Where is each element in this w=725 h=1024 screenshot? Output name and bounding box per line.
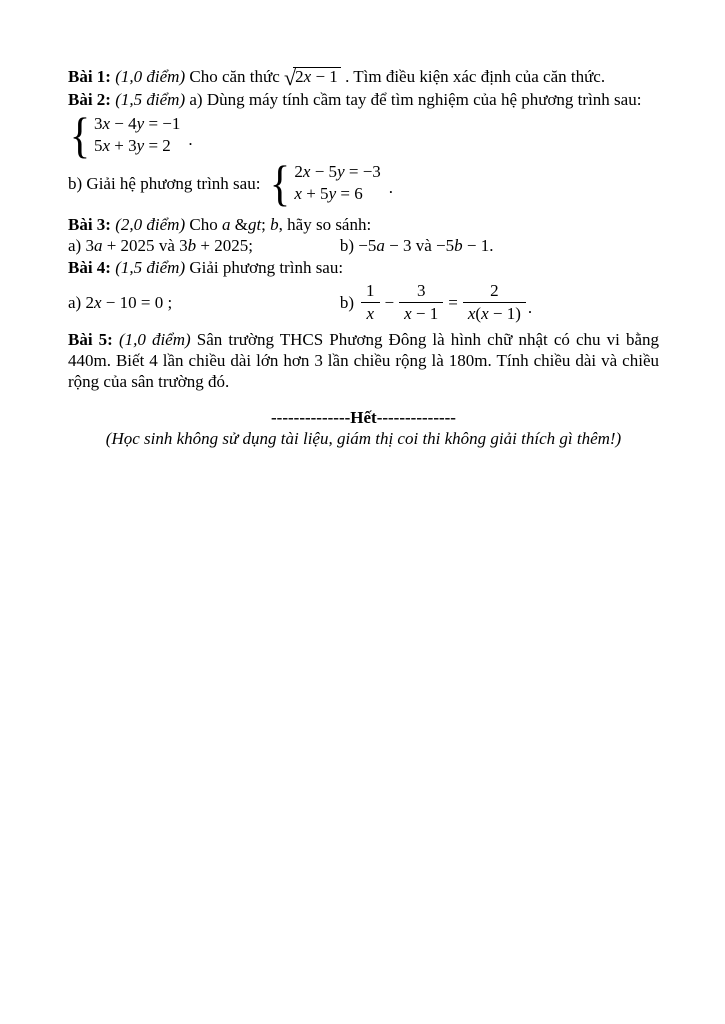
equation-line: 5x + 3y = 2: [94, 136, 171, 156]
equals-operator: =: [448, 293, 458, 313]
math-expression: 2x − 10 = 0 ;: [85, 293, 173, 313]
equation-line: 3x − 4y = −1: [94, 114, 181, 134]
problem-2b-intro: b) Giải hệ phương trình sau:: [68, 173, 261, 193]
item-label: b): [339, 293, 355, 313]
problem-2-points: (1,5 điểm): [115, 90, 186, 110]
fraction-denominator: x − 1: [404, 304, 439, 324]
problem-2-label: Bài 2:: [68, 90, 111, 110]
fraction-numerator: 2: [463, 281, 526, 303]
problem-3-tail: , hãy so sánh:: [278, 215, 372, 235]
fraction-numerator: 3: [399, 281, 443, 303]
system-b-period: .: [388, 177, 394, 197]
problem-3-intro: [68, 214, 659, 235]
equation-period: .: [527, 298, 533, 318]
system-a-period: .: [188, 129, 193, 149]
end-divider: --------------Hết--------------: [271, 408, 456, 428]
problem-4-label: Bài 4:: [68, 258, 111, 278]
problem-2b: [68, 155, 659, 212]
system-b-equations: [294, 161, 380, 205]
system-a-equations: [94, 113, 180, 157]
fraction-numerator: 1: [361, 281, 380, 303]
problem-3b: [340, 235, 659, 256]
problem-4b: [340, 281, 659, 324]
problem-3-points: (2,0 điểm): [115, 215, 186, 235]
equation-line: x + 5y = 6: [294, 184, 363, 204]
item-label: b): [339, 236, 355, 256]
conjunction: và: [158, 236, 175, 256]
math-expression: 3b + 2025;: [179, 236, 253, 256]
fraction: [463, 281, 526, 324]
fraction: [361, 281, 380, 324]
left-brace-icon: {: [69, 107, 91, 164]
item-label: a): [68, 293, 82, 313]
conjunction: và: [415, 236, 432, 256]
problem-4-points: (1,5 điểm): [115, 258, 186, 278]
problem-1-lead: Cho căn thức: [189, 67, 280, 86]
problem-5-points: (1,0 điểm): [118, 330, 191, 350]
problem-5-label: Bài 5:: [68, 330, 113, 350]
problem-3-items: [68, 235, 659, 256]
sqrt-radicand: 2x − 1: [293, 67, 341, 87]
math-expression: −5b − 1.: [436, 236, 494, 256]
left-brace-icon: {: [270, 155, 291, 212]
problem-1-tail: . Tìm điều kiện xác định của căn thức.: [345, 67, 606, 86]
problem-4-items: [68, 281, 659, 324]
item-label: a): [68, 236, 82, 256]
problem-3-lead: Cho: [189, 215, 218, 235]
math-expression: −5a − 3: [358, 236, 412, 256]
problem-1-points: (1,0 điểm): [115, 67, 186, 86]
problem-3a: [68, 235, 340, 256]
exam-note: (Học sinh không sử dụng tài liệu, giám thị coi thi không giải thích gì thêm!): [105, 429, 622, 449]
problem-3-condition: a &gt; b: [221, 215, 279, 235]
fraction: [399, 281, 443, 324]
math-expression: 3a + 2025: [85, 236, 155, 256]
problem-4-lead: Giải phương trình sau:: [189, 258, 344, 278]
problem-3-label: Bài 3:: [68, 215, 111, 235]
system-a: [68, 107, 659, 164]
equation-line: 2x − 5y = −3: [294, 162, 381, 182]
problem-5: [68, 329, 659, 392]
problem-4-intro: [68, 257, 659, 278]
fraction-denominator: x: [366, 304, 375, 324]
radical-sign: √: [284, 65, 297, 90]
problem-5-text: Sân trường THCS Phương Đông là hình chữ nhật có chu vi bằng 440m. Biết 4 lần chiều dài lớn hơn 3 lần chiều rộng là 180m. Tính chiều dài và chiều rộng của sân trường đó.: [68, 330, 659, 392]
sqrt-expression: [284, 65, 341, 90]
problem-1: [68, 66, 659, 89]
problem-1-label: Bài 1:: [68, 67, 111, 86]
minus-operator: −: [384, 293, 395, 313]
problem-2-intro: [68, 89, 659, 110]
fraction-denominator: x(x − 1): [467, 304, 521, 324]
problem-2a-intro: a) Dùng máy tính cầm tay để tìm nghiệm của hệ phương trình sau:: [189, 90, 642, 110]
problem-4a: [68, 292, 340, 313]
